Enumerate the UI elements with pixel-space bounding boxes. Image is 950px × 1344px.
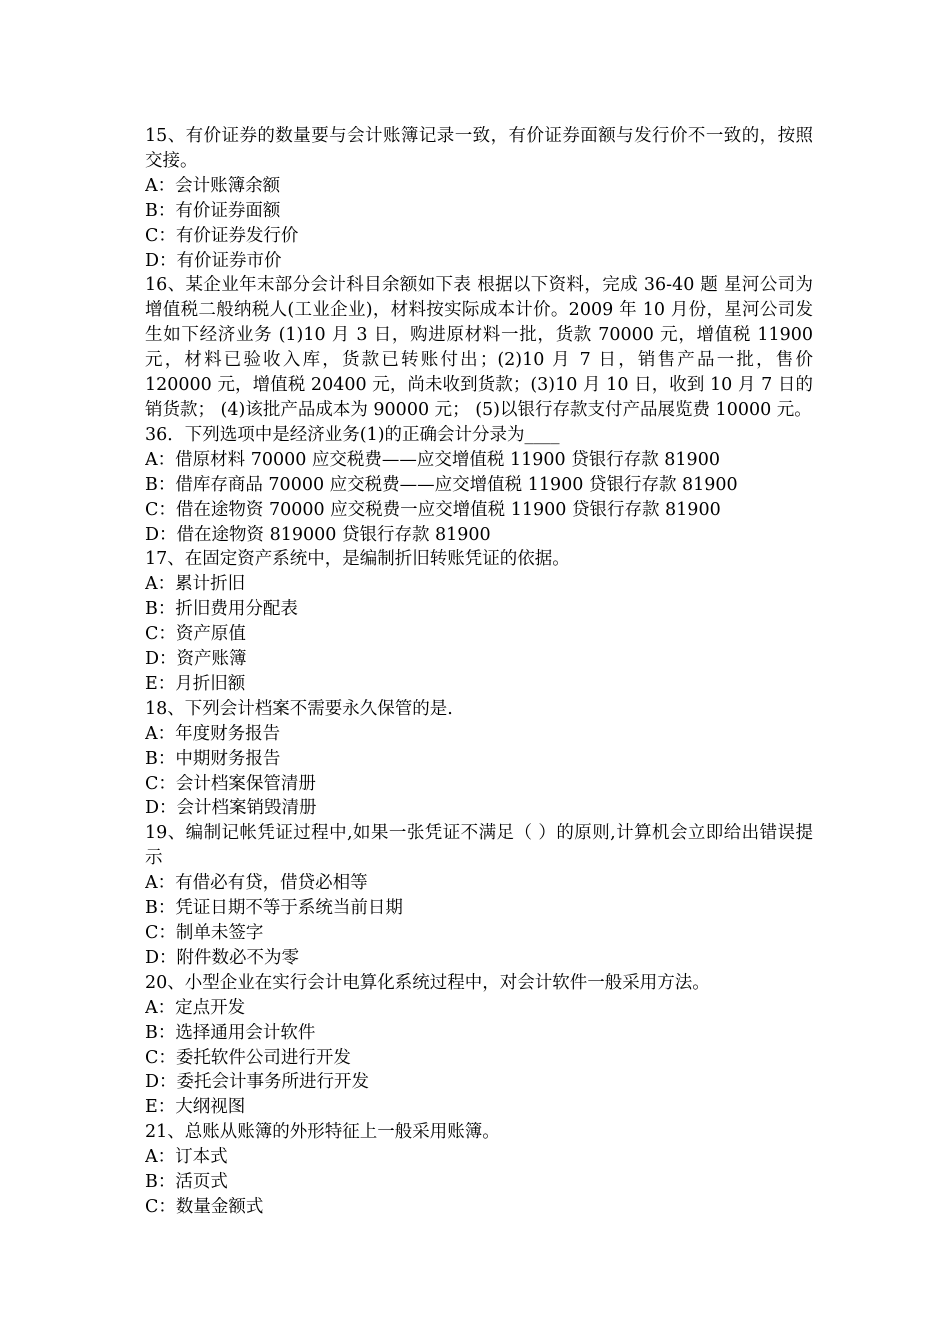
question-18: 18、下列会计档案不需要永久保管的是. [145, 698, 453, 719]
option-20-d: D：委托会计事务所进行开发 [145, 1072, 370, 1093]
question-16: 16、某企业年末部分会计科目余额如下表 根据以下资料，完成 36-40 题 星河公司为增值税二般纳税人(工业企业)，材料按实际成本计价。2009 年 10 月份，星河公司发生如下经济业务 (1)10 月 3 日，购进原材料一批，货款 70000 元，增值税 11900 元，材料已验收入库，货款已转账付出；(2)10 月 7 日，销售产品一批，售价 120000 元，增值税 20400 元，尚未收到货款；(3)10 月 10 日，收到 10 月 7 日的销货款； (4)该批产品成本为 90000 元； (5)以银行存款支付产品展览费 10000 元。 [145, 275, 813, 420]
option-19-d: D：附件数必不为零 [145, 947, 300, 968]
question-19: 19、编制记帐凭证过程中,如果一张凭证不满足（ ）的原则,计算机会立即给出错误提示 [145, 823, 813, 869]
option-20-e: E：大纲视图 [145, 1097, 246, 1118]
option-15-d: D：有价证券市价 [145, 250, 282, 271]
option-36-c: C：借在途物资 70000 应交税费一应交增值税 11900 贷银行存款 81900 [145, 499, 721, 520]
option-21-c: C：数量金额式 [145, 1196, 264, 1217]
question-15: 15、有价证券的数量要与会计账簿记录一致，有价证券面额与发行价不一致的，按照交接。 [145, 126, 813, 171]
question-20: 20、小型企业在实行会计电算化系统过程中，对会计软件一般采用方法。 [145, 972, 710, 993]
option-18-b: B：中期财务报告 [145, 748, 281, 769]
option-15-b: B：有价证券面额 [145, 200, 281, 221]
option-20-a: A：定点开发 [145, 997, 246, 1018]
document-body [145, 124, 813, 1220]
option-20-c: C：委托软件公司进行开发 [145, 1047, 351, 1068]
question-36: 36．下列选项中是经济业务(1)的正确会计分录为____ [145, 424, 560, 445]
option-19-c: C：制单未签字 [145, 923, 264, 943]
option-17-b: B：折旧费用分配表 [145, 599, 298, 620]
question-21: 21、总账从账簿的外形特征上一般采用账簿。 [145, 1122, 500, 1143]
option-19-b: B：凭证日期不等于系统当前日期 [145, 898, 403, 919]
option-17-c: C：资产原值 [145, 624, 246, 645]
option-21-b: B：活页式 [145, 1172, 228, 1193]
option-17-a: A：累计折旧 [145, 574, 246, 595]
option-18-d: D：会计档案销毁清册 [145, 798, 317, 819]
option-21-a: A：订本式 [145, 1147, 228, 1168]
option-36-b: B：借库存商品 70000 应交税费——应交增值税 11900 贷银行存款 81900 [145, 474, 738, 495]
option-15-c: C：有价证券发行价 [145, 225, 299, 246]
option-18-a: A：年度财务报告 [145, 723, 281, 744]
option-17-e: E：月折旧额 [145, 673, 246, 694]
question-17: 17、在固定资产系统中，是编制折旧转账凭证的依据。 [145, 549, 570, 570]
option-18-c: C：会计档案保管清册 [145, 773, 316, 794]
option-36-d: D：借在途物资 819000 贷银行存款 81900 [145, 524, 491, 545]
option-15-a: A：会计账簿余额 [145, 175, 281, 196]
option-19-a: A：有借必有贷，借贷必相等 [145, 873, 368, 894]
option-17-d: D：资产账簿 [145, 649, 247, 670]
option-36-a: A：借原材料 70000 应交税费——应交增值税 11900 贷银行存款 81900 [145, 449, 720, 470]
option-20-b: B：选择通用会计软件 [145, 1022, 316, 1043]
